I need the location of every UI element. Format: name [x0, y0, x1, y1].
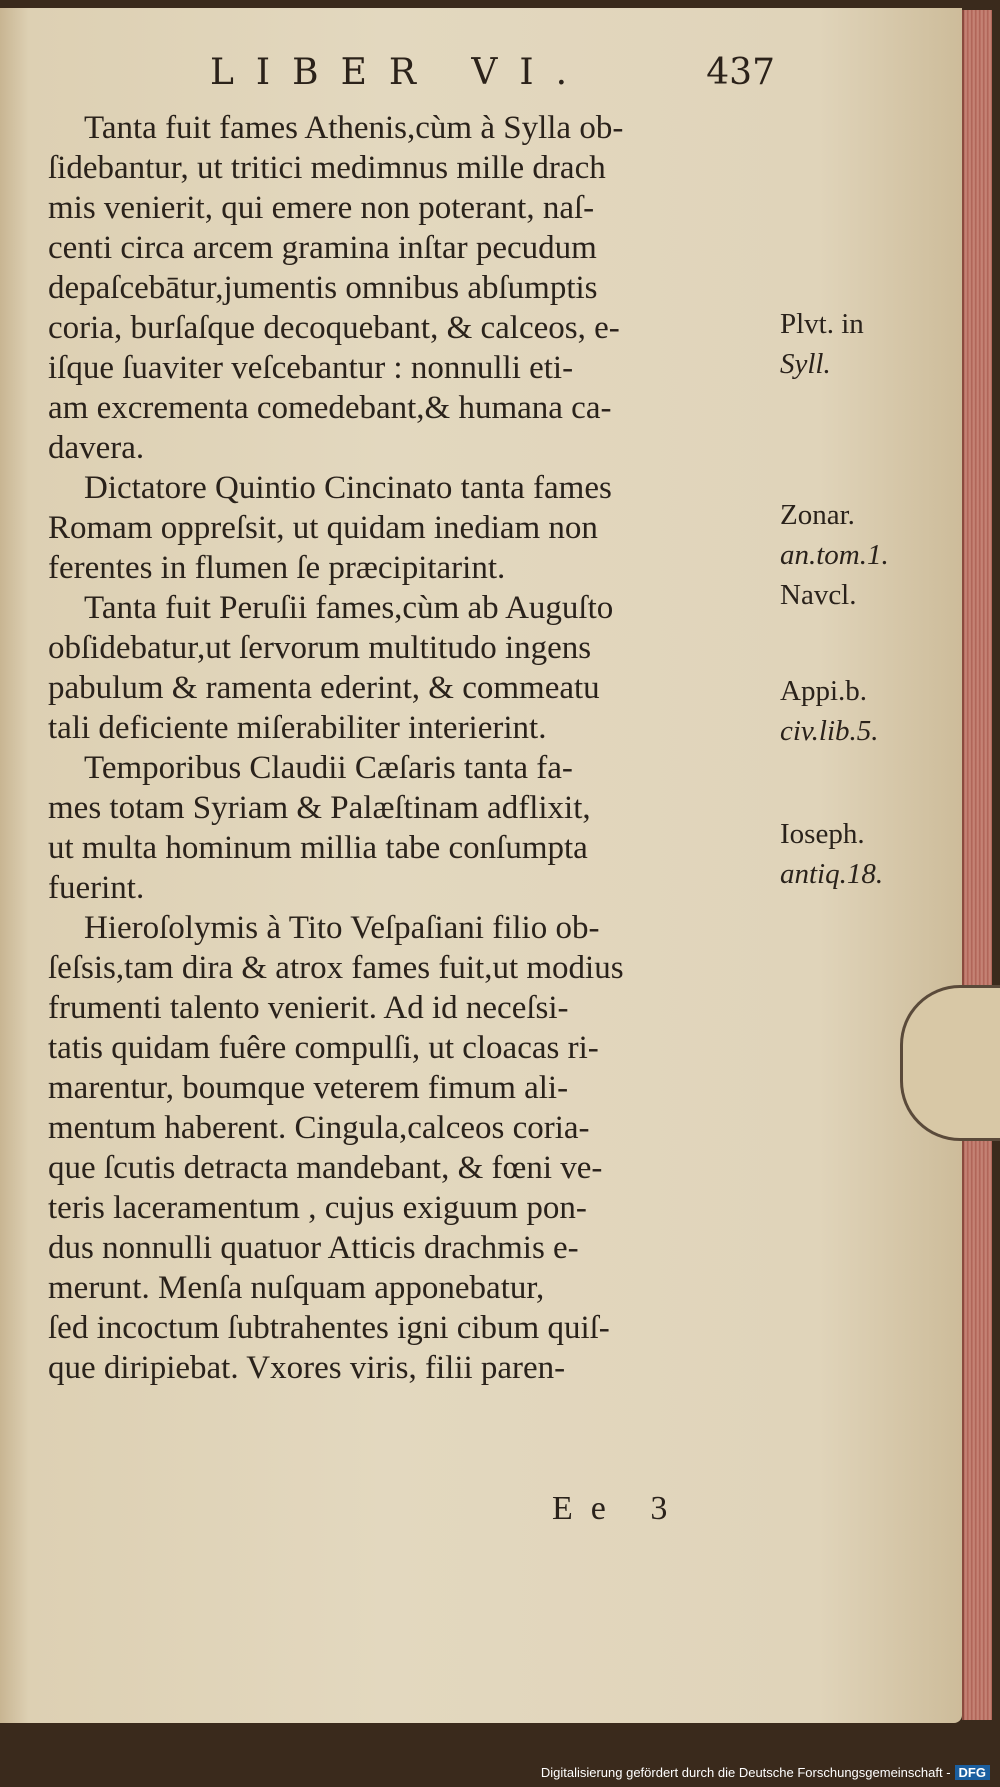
page-clip [900, 985, 1000, 1141]
text-line: merunt. Menſa nuſquam apponebatur, [48, 1270, 545, 1306]
text-line: que ſcutis detracta mandebant, & fœni ve- [48, 1150, 603, 1186]
text-line: Tanta fuit fames Athenis,cùm à Sylla ob- [84, 110, 624, 146]
text-line: mis venierit, qui emere non poterant, naſ- [48, 190, 595, 226]
text-line: centi circa arcem gramina inſtar pecudum [48, 230, 597, 266]
text-line: fuerint. [48, 870, 145, 906]
margin-note-plutarch: Plvt. in [780, 308, 864, 340]
text-line: davera. [48, 430, 145, 466]
text-line: Tanta fuit Peruſii fames,cùm ab Auguſto [84, 590, 614, 626]
margin-note-nauclerus: Navcl. [780, 579, 857, 611]
page-header [50, 52, 775, 102]
margin-note-appian: Appi.b. [780, 675, 867, 707]
credit-text: Digitalisierung gefördert durch die Deutsche Forschungsgemeinschaft - [540, 1765, 951, 1780]
text-line: Romam oppreſsit, ut quidam inediam non [48, 510, 598, 546]
text-line: que diripiebat. Vxores viris, filii paren- [48, 1350, 566, 1386]
text-line: obſidebatur,ut ſervorum multitudo ingens [48, 630, 592, 666]
text-line: tatis quidam fuêre compulſi, ut cloacas ri- [48, 1030, 599, 1066]
margin-note-zonaras-ref: an.tom.1. [780, 539, 889, 571]
digitization-credit [541, 1765, 990, 1780]
running-title: LIBER VI. [210, 52, 590, 93]
text-line: ſeſsis,tam dira & atrox fames fuit,ut modius [48, 950, 624, 986]
text-line: Hieroſolymis à Tito Veſpaſiani filio ob- [84, 910, 600, 946]
text-line: ſed incoctum ſubtrahentes igni cibum quiſ- [48, 1310, 610, 1346]
margin-note-josephus-ref: antiq.18. [780, 858, 884, 890]
body-text [48, 108, 773, 1388]
text-line: coria, burſaſque decoquebant, & calceos, e- [48, 310, 620, 346]
text-line: frumenti talento venierit. Ad id neceſsi- [48, 990, 569, 1026]
text-line: Temporibus Claudii Cæſaris tanta fa- [84, 750, 573, 786]
text-line: am excrementa comedebant,& humana ca- [48, 390, 612, 426]
text-line: tali deficiente miſerabiliter interierint. [48, 710, 547, 746]
text-line: pabulum & ramenta ederint, & commeatu [48, 670, 600, 706]
text-line: ſidebantur, ut tritici medimnus mille drach [48, 150, 606, 186]
margin-note-josephus: Ioseph. [780, 818, 865, 850]
margin-note-zonaras: Zonar. [780, 499, 855, 531]
text-line: depaſcebātur,jumentis omnibus abſumptis [48, 270, 598, 306]
text-line: ferentes in flumen ſe præcipitarint. [48, 550, 506, 586]
text-line: ut multa hominum millia tabe conſumpta [48, 830, 588, 866]
dfg-logo: DFG [955, 1765, 990, 1780]
margin-note-appian-ref: civ.lib.5. [780, 715, 879, 747]
text-line: teris laceramentum , cujus exiguum pon- [48, 1190, 587, 1226]
text-line: Dictatore Quintio Cincinato tanta fames [84, 470, 612, 506]
text-line: mentum haberent. Cingula,calceos coria- [48, 1110, 590, 1146]
text-line: marentur, boumque veterem fimum ali- [48, 1070, 569, 1106]
margin-note-plutarch-sulla: Syll. [780, 348, 831, 380]
text-line: dus nonnulli quatuor Atticis drachmis e- [48, 1230, 579, 1266]
signature-mark: Ee 3 [552, 1490, 686, 1527]
page-edge [962, 10, 992, 1720]
text-line: mes totam Syriam & Palæſtinam adflixit, [48, 790, 591, 826]
text-line: iſque ſuaviter veſcebantur : nonnulli eti- [48, 350, 574, 386]
page-number: 437 [706, 52, 775, 93]
